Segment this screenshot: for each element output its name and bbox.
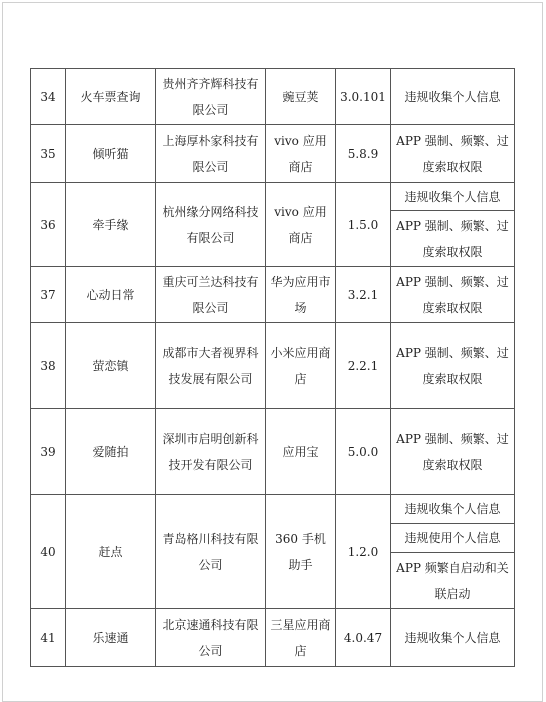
app-name: 心动日常 <box>66 267 156 323</box>
app-store: 三星应用商店 <box>266 609 336 667</box>
app-version: 5.8.9 <box>336 125 391 183</box>
app-name: 萤恋镇 <box>66 323 156 409</box>
issue: 违规使用个人信息 <box>391 524 515 553</box>
issue: APP 强制、频繁、过度索取权限 <box>391 211 515 267</box>
row-number: 36 <box>31 183 66 267</box>
issue: 违规收集个人信息 <box>391 609 515 667</box>
app-name: 爱随拍 <box>66 409 156 495</box>
issue: 违规收集个人信息 <box>391 69 515 125</box>
issue: APP 频繁自启动和关联启动 <box>391 553 515 609</box>
app-name: 牵手缘 <box>66 183 156 267</box>
row-number: 35 <box>31 125 66 183</box>
company-name: 深圳市启明创新科技开发有限公司 <box>156 409 266 495</box>
issue: APP 强制、频繁、过度索取权限 <box>391 323 515 409</box>
row-number: 39 <box>31 409 66 495</box>
app-store: 360 手机助手 <box>266 495 336 609</box>
app-store: 应用宝 <box>266 409 336 495</box>
app-store: 豌豆荚 <box>266 69 336 125</box>
app-name: 火车票查询 <box>66 69 156 125</box>
issue: APP 强制、频繁、过度索取权限 <box>391 267 515 323</box>
app-name: 赶点 <box>66 495 156 609</box>
app-store: vivo 应用商店 <box>266 183 336 267</box>
company-name: 重庆可兰达科技有限公司 <box>156 267 266 323</box>
table-row <box>31 323 515 409</box>
issue: APP 强制、频繁、过度索取权限 <box>391 125 515 183</box>
row-number: 41 <box>31 609 66 667</box>
app-version: 2.2.1 <box>336 323 391 409</box>
table-row <box>31 69 515 125</box>
company-name: 上海厚朴家科技有限公司 <box>156 125 266 183</box>
row-number: 38 <box>31 323 66 409</box>
issue: 违规收集个人信息 <box>391 495 515 524</box>
table-row <box>31 267 515 323</box>
row-number: 40 <box>31 495 66 609</box>
issue: APP 强制、频繁、过度索取权限 <box>391 409 515 495</box>
violation-table <box>30 68 515 667</box>
app-version: 3.0.101 <box>336 69 391 125</box>
app-version: 1.5.0 <box>336 183 391 267</box>
row-number: 34 <box>31 69 66 125</box>
app-version: 4.0.47 <box>336 609 391 667</box>
app-store: 华为应用市场 <box>266 267 336 323</box>
company-name: 北京速通科技有限公司 <box>156 609 266 667</box>
app-version: 1.2.0 <box>336 495 391 609</box>
table-row <box>31 125 515 183</box>
table-row <box>31 495 515 524</box>
company-name: 青岛格川科技有限公司 <box>156 495 266 609</box>
table-row <box>31 183 515 211</box>
table-row <box>31 609 515 667</box>
company-name: 贵州齐齐辉科技有限公司 <box>156 69 266 125</box>
company-name: 杭州缘分网络科技有限公司 <box>156 183 266 267</box>
app-name: 乐速通 <box>66 609 156 667</box>
app-name: 倾听猫 <box>66 125 156 183</box>
row-number: 37 <box>31 267 66 323</box>
app-version: 3.2.1 <box>336 267 391 323</box>
issue: 违规收集个人信息 <box>391 183 515 211</box>
app-version: 5.0.0 <box>336 409 391 495</box>
table-row <box>31 409 515 495</box>
company-name: 成都市大者视界科技发展有限公司 <box>156 323 266 409</box>
app-store: 小米应用商店 <box>266 323 336 409</box>
app-store: vivo 应用商店 <box>266 125 336 183</box>
